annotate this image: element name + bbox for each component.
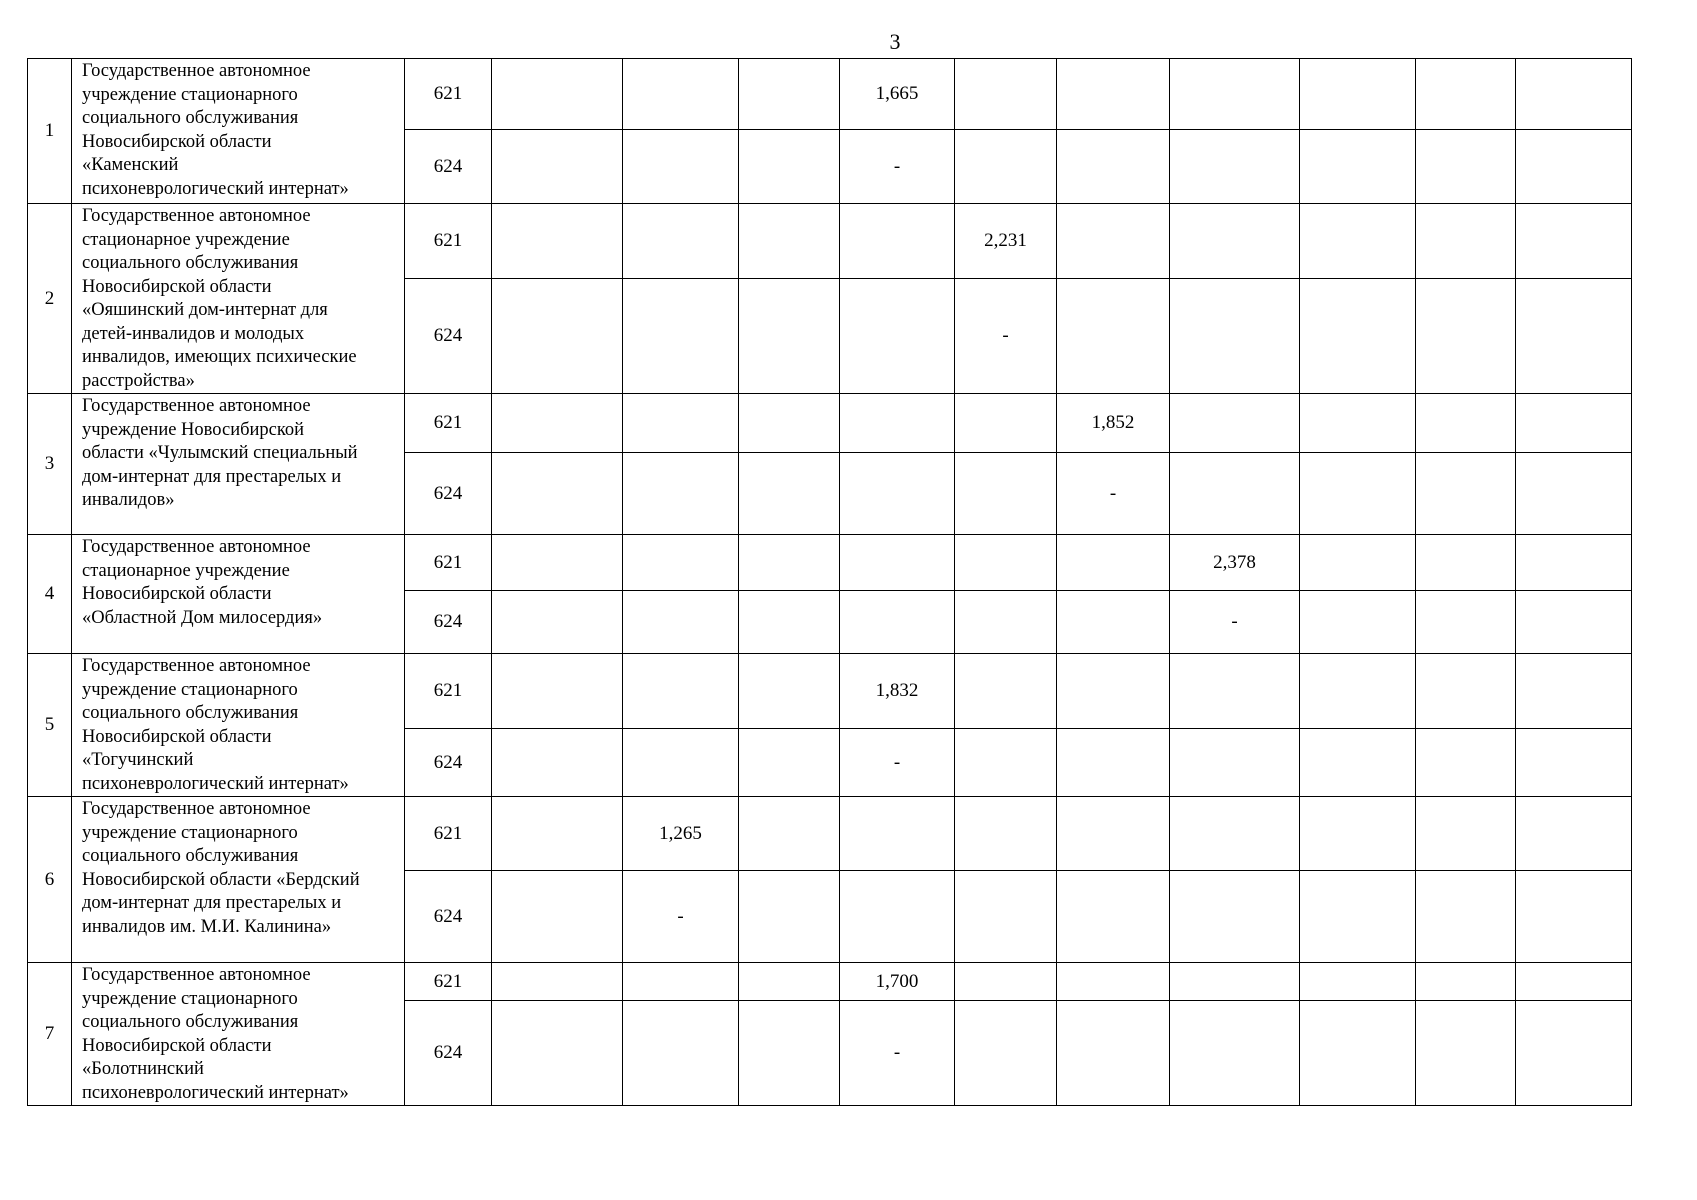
institution-name-line: учреждение стационарного xyxy=(82,822,298,843)
value-cell xyxy=(739,130,840,204)
row-index: 6 xyxy=(28,797,72,963)
value-cell xyxy=(840,797,955,871)
value-cell xyxy=(739,278,840,393)
expense-code: 621 xyxy=(405,654,492,729)
value-cell xyxy=(492,59,623,130)
value-cell xyxy=(1057,591,1170,654)
value-cell xyxy=(1300,204,1416,279)
value-cell xyxy=(1170,278,1300,393)
expense-code: 624 xyxy=(405,728,492,796)
value-cell xyxy=(1416,797,1516,871)
table-row xyxy=(28,654,1632,729)
institution-name-line: Государственное автономное xyxy=(82,396,311,416)
value-cell xyxy=(623,1000,739,1105)
value-cell xyxy=(1416,871,1516,963)
value-cell xyxy=(1300,59,1416,130)
value-cell xyxy=(492,394,623,453)
value-cell xyxy=(739,453,840,535)
value-cell xyxy=(955,654,1057,729)
row-index: 1 xyxy=(28,59,72,204)
institution-name-line: области «Чулымский специальный xyxy=(82,443,358,463)
institution-name-line: психоневрологический интернат» xyxy=(82,773,349,794)
value-cell xyxy=(1057,963,1170,1001)
value-cell xyxy=(1057,797,1170,871)
value-cell xyxy=(955,591,1057,654)
institution-name-line: социального обслуживания xyxy=(82,253,299,273)
institution-name-line: социального обслуживания xyxy=(82,703,299,723)
value-cell xyxy=(1300,654,1416,729)
value-cell xyxy=(1516,535,1632,591)
value-cell xyxy=(492,453,623,535)
value-cell xyxy=(1057,130,1170,204)
value-cell xyxy=(1057,654,1170,729)
institution-name xyxy=(72,654,405,797)
institution-name-line: учреждение стационарного xyxy=(82,679,298,700)
value-cell xyxy=(1300,797,1416,871)
value-cell xyxy=(492,1000,623,1105)
value-cell xyxy=(1170,797,1300,871)
institution-name-line: Новосибирской области xyxy=(82,131,272,152)
value-cell xyxy=(1300,278,1416,393)
institution-name-line: социального обслуживания xyxy=(82,1012,299,1032)
table-row xyxy=(28,394,1632,453)
value-cell xyxy=(623,963,739,1001)
value-cell xyxy=(1416,394,1516,453)
value-cell xyxy=(1416,535,1516,591)
institution-name-line: стационарное учреждение xyxy=(82,560,290,581)
value-cell: - xyxy=(840,1000,955,1105)
institution-name-line: Новосибирской области xyxy=(82,276,272,297)
institution-name-line: Новосибирской области xyxy=(82,726,272,747)
value-cell xyxy=(840,204,955,279)
institution-name-line: психоневрологический интернат» xyxy=(82,1082,349,1103)
institution-name-line: Государственное автономное xyxy=(82,61,311,81)
value-cell xyxy=(1416,278,1516,393)
institution-name-line: «Ояшинский дом-интернат для xyxy=(82,300,328,320)
value-cell: - xyxy=(840,728,955,796)
value-cell xyxy=(492,871,623,963)
expense-code: 624 xyxy=(405,591,492,654)
value-cell xyxy=(1057,871,1170,963)
institution-name-line: Государственное автономное xyxy=(82,656,311,676)
value-cell xyxy=(623,591,739,654)
value-cell xyxy=(1416,1000,1516,1105)
institution-name xyxy=(72,797,405,963)
value-cell: - xyxy=(955,278,1057,393)
value-cell xyxy=(955,394,1057,453)
institutions-table xyxy=(27,58,1632,1106)
value-cell xyxy=(492,130,623,204)
value-cell xyxy=(1300,871,1416,963)
value-cell: - xyxy=(623,871,739,963)
value-cell: 1,700 xyxy=(840,963,955,1001)
value-cell xyxy=(1300,130,1416,204)
institution-name-line: детей-инвалидов и молодых xyxy=(82,323,305,344)
table-row xyxy=(28,797,1632,871)
row-index: 4 xyxy=(28,535,72,654)
value-cell xyxy=(1300,963,1416,1001)
value-cell xyxy=(623,394,739,453)
value-cell xyxy=(1516,59,1632,130)
value-cell xyxy=(739,204,840,279)
value-cell xyxy=(623,535,739,591)
institution-name-line: «Тогучинский xyxy=(82,750,194,770)
value-cell: 2,378 xyxy=(1170,535,1300,591)
value-cell: - xyxy=(840,130,955,204)
value-cell xyxy=(1170,130,1300,204)
value-cell xyxy=(1516,654,1632,729)
row-index: 5 xyxy=(28,654,72,797)
institution-name-line: учреждение стационарного xyxy=(82,988,298,1009)
value-cell xyxy=(623,59,739,130)
expense-code: 624 xyxy=(405,453,492,535)
value-cell xyxy=(1057,728,1170,796)
value-cell xyxy=(1516,963,1632,1001)
value-cell xyxy=(1516,871,1632,963)
value-cell xyxy=(623,453,739,535)
value-cell xyxy=(1416,204,1516,279)
institution-name-line: психоневрологический интернат» xyxy=(82,178,349,199)
value-cell xyxy=(955,535,1057,591)
expense-code: 624 xyxy=(405,278,492,393)
value-cell xyxy=(955,1000,1057,1105)
value-cell xyxy=(1057,1000,1170,1105)
table-row xyxy=(28,204,1632,279)
value-cell: 1,265 xyxy=(623,797,739,871)
institution-name-line: «Каменский xyxy=(82,155,179,175)
value-cell xyxy=(623,204,739,279)
value-cell xyxy=(1057,535,1170,591)
value-cell xyxy=(623,654,739,729)
institution-name-line: «Болотнинский xyxy=(82,1059,204,1079)
value-cell: 1,665 xyxy=(840,59,955,130)
value-cell xyxy=(955,59,1057,130)
value-cell xyxy=(955,963,1057,1001)
value-cell xyxy=(739,394,840,453)
value-cell xyxy=(1170,453,1300,535)
expense-code: 624 xyxy=(405,871,492,963)
value-cell xyxy=(1516,453,1632,535)
value-cell xyxy=(492,963,623,1001)
institution-name-line: Государственное автономное xyxy=(82,799,311,819)
value-cell xyxy=(739,1000,840,1105)
value-cell: - xyxy=(1057,453,1170,535)
value-cell xyxy=(1516,1000,1632,1105)
institution-name-line: Государственное автономное xyxy=(82,206,311,226)
value-cell xyxy=(739,797,840,871)
institution-name-line: дом-интернат для престарелых и xyxy=(82,893,342,913)
value-cell xyxy=(955,871,1057,963)
value-cell xyxy=(1170,59,1300,130)
page-number: 3 xyxy=(889,29,901,54)
value-cell xyxy=(1170,394,1300,453)
value-cell xyxy=(1057,59,1170,130)
value-cell xyxy=(492,654,623,729)
expense-code: 624 xyxy=(405,130,492,204)
value-cell xyxy=(1300,394,1416,453)
row-index: 3 xyxy=(28,394,72,535)
value-cell xyxy=(840,871,955,963)
institution-name-line: инвалидов» xyxy=(82,490,175,510)
value-cell xyxy=(739,871,840,963)
institution-name-line: учреждение Новосибирской xyxy=(82,419,305,440)
value-cell xyxy=(840,453,955,535)
value-cell xyxy=(1300,535,1416,591)
value-cell xyxy=(739,591,840,654)
institution-name-line: расстройства» xyxy=(82,370,195,391)
institution-name-line: Новосибирской области xyxy=(82,584,272,604)
value-cell xyxy=(1516,204,1632,279)
value-cell xyxy=(1516,728,1632,796)
value-cell xyxy=(492,204,623,279)
table-row xyxy=(28,963,1632,1001)
value-cell xyxy=(1057,278,1170,393)
value-cell xyxy=(1416,130,1516,204)
table-body xyxy=(28,59,1632,1106)
value-cell xyxy=(623,130,739,204)
value-cell xyxy=(1416,59,1516,130)
value-cell xyxy=(1300,1000,1416,1105)
value-cell xyxy=(1516,394,1632,453)
institution-name-line: Государственное автономное xyxy=(82,537,311,557)
value-cell xyxy=(1057,204,1170,279)
value-cell xyxy=(1416,591,1516,654)
institution-name-line: «Областной Дом милосердия» xyxy=(82,607,323,628)
expense-code: 624 xyxy=(405,1000,492,1105)
value-cell xyxy=(739,963,840,1001)
value-cell xyxy=(840,535,955,591)
value-cell xyxy=(739,654,840,729)
table-row xyxy=(28,59,1632,130)
institution-name-line: учреждение стационарного xyxy=(82,84,298,105)
row-index: 7 xyxy=(28,963,72,1106)
row-index: 2 xyxy=(28,204,72,394)
institution-name-line: стационарное учреждение xyxy=(82,229,290,250)
value-cell xyxy=(623,278,739,393)
value-cell: - xyxy=(1170,591,1300,654)
value-cell xyxy=(1416,963,1516,1001)
value-cell xyxy=(492,728,623,796)
value-cell xyxy=(1416,728,1516,796)
value-cell xyxy=(739,728,840,796)
institution-name-line: Новосибирской области xyxy=(82,1035,272,1056)
value-cell xyxy=(492,591,623,654)
institution-name-line: инвалидов, имеющих психические xyxy=(82,347,357,367)
value-cell xyxy=(955,453,1057,535)
expense-code: 621 xyxy=(405,535,492,591)
value-cell xyxy=(1170,654,1300,729)
institution-name-line: социального обслуживания xyxy=(82,846,299,866)
institution-name-line: дом-интернат для престарелых и xyxy=(82,466,342,487)
institution-name-line: социального обслуживания xyxy=(82,108,299,128)
value-cell xyxy=(840,394,955,453)
value-cell xyxy=(1516,797,1632,871)
value-cell: 1,852 xyxy=(1057,394,1170,453)
institution-name xyxy=(72,963,405,1106)
value-cell xyxy=(955,797,1057,871)
value-cell xyxy=(1170,871,1300,963)
institution-name xyxy=(72,204,405,394)
value-cell xyxy=(1170,963,1300,1001)
value-cell xyxy=(492,278,623,393)
expense-code: 621 xyxy=(405,963,492,1001)
value-cell xyxy=(955,728,1057,796)
value-cell xyxy=(1300,591,1416,654)
value-cell xyxy=(1170,1000,1300,1105)
institution-name-line: Государственное автономное xyxy=(82,965,311,985)
value-cell xyxy=(739,59,840,130)
value-cell xyxy=(840,591,955,654)
value-cell xyxy=(623,728,739,796)
expense-code: 621 xyxy=(405,394,492,453)
value-cell: 1,832 xyxy=(840,654,955,729)
value-cell xyxy=(955,130,1057,204)
institution-name-line: инвалидов им. М.И. Калинина» xyxy=(82,916,332,937)
value-cell xyxy=(1516,130,1632,204)
value-cell xyxy=(492,797,623,871)
institution-name-line: Новосибирской области «Бердский xyxy=(82,869,360,890)
value-cell xyxy=(1170,728,1300,796)
expense-code: 621 xyxy=(405,59,492,130)
expense-code: 621 xyxy=(405,204,492,279)
value-cell xyxy=(1300,453,1416,535)
value-cell xyxy=(1516,591,1632,654)
institution-name xyxy=(72,59,405,204)
value-cell xyxy=(492,535,623,591)
value-cell xyxy=(1516,278,1632,393)
value-cell xyxy=(1300,728,1416,796)
value-cell xyxy=(739,535,840,591)
value-cell xyxy=(1416,453,1516,535)
expense-code: 621 xyxy=(405,797,492,871)
table-row xyxy=(28,535,1632,591)
value-cell xyxy=(840,278,955,393)
value-cell xyxy=(1170,204,1300,279)
institution-name xyxy=(72,535,405,654)
value-cell: 2,231 xyxy=(955,204,1057,279)
value-cell xyxy=(1416,654,1516,729)
institution-name xyxy=(72,394,405,535)
